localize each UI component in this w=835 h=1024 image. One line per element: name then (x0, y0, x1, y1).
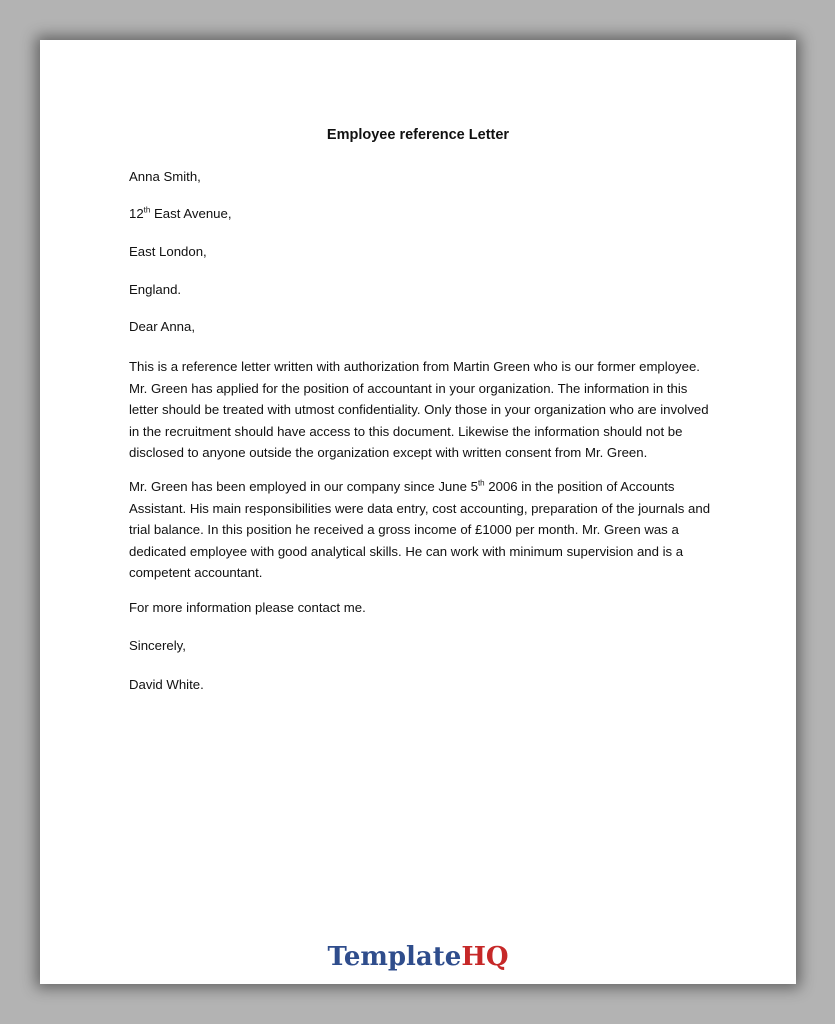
logo-part-template: Template (327, 942, 462, 972)
paragraph-1-line: letter should be treated with utmost confidentiality. Only those in your organization who are involved (129, 402, 709, 417)
paragraph-2-line: dedicated employee with good analytical skills. He can work with minimum supervision and is a (129, 543, 684, 559)
paragraph-1-line: This is a reference letter written with authorization from Martin Green who is our former employee. (129, 359, 700, 374)
closing: Sincerely, (129, 638, 186, 653)
logo-part-hq: HQ (461, 942, 509, 972)
paragraph-1-line: Mr. Green has applied for the position of accountant in your organization. The information in this (129, 380, 688, 396)
recipient-name: Anna Smith, (129, 169, 201, 184)
paragraph-2-line: trial balance. In this position he received a gross income of £1000 per month. Mr. Green was a (129, 522, 679, 537)
street-suffix: th (143, 205, 151, 215)
street-number: 12 (129, 206, 144, 221)
paragraph-2-line: competent accountant. (129, 565, 263, 580)
templatehq-logo (40, 942, 796, 972)
paragraph-1 (129, 356, 729, 464)
paragraph-2 (129, 476, 729, 584)
contact-line: For more information please contact me. (129, 600, 366, 615)
paragraph-2-after: 2006 in the position of Accounts (484, 479, 675, 494)
recipient-country: England. (129, 282, 182, 297)
paragraph-2-sup: th (477, 478, 485, 488)
letter-title: Employee reference Letter (326, 127, 510, 143)
letter-page (40, 40, 796, 984)
paragraph-2-before: Mr. Green has been employed in our company since June 5 (129, 479, 478, 494)
street-rest: East Avenue, (150, 206, 232, 221)
paragraph-2-line (129, 476, 729, 498)
salutation: Dear Anna, (129, 319, 195, 334)
recipient-street (129, 206, 231, 221)
paragraph-2-line: Assistant. His main responsibilities were data entry, cost accounting, preparation of the journals and (129, 500, 711, 516)
signature: David White. (129, 677, 204, 692)
paragraph-1-line: in the recruitment should have access to this document. Likewise the information should not be (129, 423, 683, 439)
paragraph-1-line: disclosed to anyone outside the organization except with written consent from Mr. Green. (129, 445, 648, 460)
recipient-city: East London, (129, 244, 207, 259)
